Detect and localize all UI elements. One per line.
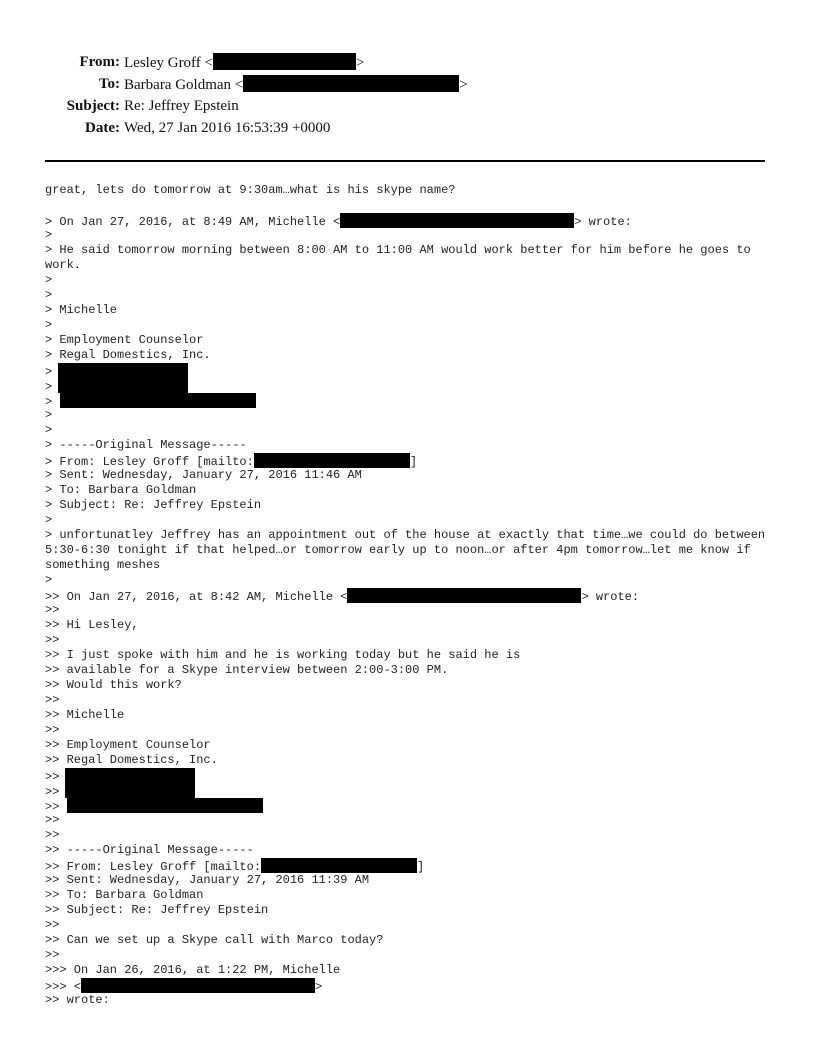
header-date-row	[0, 119, 816, 137]
redaction-box	[261, 858, 417, 873]
header-to-row	[0, 75, 816, 93]
redaction-box	[67, 798, 263, 813]
from-label: From:	[79, 54, 120, 70]
body-line: >	[45, 273, 53, 287]
body-line: >	[45, 513, 53, 527]
redaction-box	[213, 53, 356, 70]
body-line: > Employment Counselor	[45, 333, 204, 347]
header-subject-row	[0, 97, 816, 115]
body-line: >> available for a Skype interview between 2:00-3:00 PM.	[45, 663, 449, 677]
from-close: >	[356, 55, 365, 71]
email-body	[45, 183, 773, 1008]
body-line: >>	[45, 798, 770, 813]
body-line: >	[45, 408, 53, 422]
redaction-box	[347, 588, 581, 603]
body-line: > From: Lesley Groff [mailto: ]	[45, 455, 418, 469]
body-line: >> Hi Lesley,	[45, 618, 139, 632]
body-line: >> Subject: Re: Jeffrey Epstein	[45, 903, 269, 917]
body-line: >	[45, 378, 770, 393]
body-line: >	[45, 363, 770, 378]
blank-line	[45, 198, 770, 213]
body-line: >>	[45, 948, 60, 962]
body-line: > unfortunatley Jeffrey has an appointment out of the house at exactly that time…we could do between 5:30-6:30 tonight if that helped…or tomorrow early up to noon…or after 4pm tomorrow…let me know if something meshes	[45, 528, 773, 572]
body-line: >>	[45, 603, 60, 617]
body-line: >>	[45, 723, 60, 737]
body-line: >> Michelle	[45, 708, 125, 722]
body-line: >> Employment Counselor	[45, 738, 211, 752]
body-line: >> Can we set up a Skype call with Marco today?	[45, 933, 384, 947]
redaction-box	[254, 453, 410, 468]
to-label: To:	[98, 76, 120, 92]
body-line: >>> On Jan 26, 2016, at 1:22 PM, Michelle	[45, 963, 341, 977]
body-line: >	[45, 318, 53, 332]
body-line: >>	[45, 768, 770, 783]
body-line: >>	[45, 828, 60, 842]
body-line: >>	[45, 633, 60, 647]
redaction-box	[243, 75, 459, 92]
body-line: > To: Barbara Goldman	[45, 483, 197, 497]
body-line: > Michelle	[45, 303, 118, 317]
body-line: >	[45, 423, 53, 437]
body-line: >>	[45, 918, 60, 932]
redaction-box	[60, 393, 256, 408]
body-line: > Sent: Wednesday, January 27, 2016 11:46 AM	[45, 468, 362, 482]
redaction-box	[65, 768, 195, 783]
header-divider	[45, 160, 765, 162]
body-line: >> Would this work?	[45, 678, 182, 692]
body-line: >> To: Barbara Goldman	[45, 888, 204, 902]
to-name: Barbara Goldman <	[124, 77, 244, 93]
body-line: > Regal Domestics, Inc.	[45, 348, 211, 362]
to-value	[124, 75, 468, 94]
body-line: > He said tomorrow morning between 8:00 AM to 11:00 AM would work better for him before he goes to work.	[45, 243, 758, 272]
redaction-box	[340, 213, 574, 228]
body-line: >>	[45, 693, 60, 707]
redaction-box	[58, 378, 188, 393]
body-line: > Subject: Re: Jeffrey Epstein	[45, 498, 262, 512]
redaction-box	[65, 783, 195, 798]
body-line: >> I just spoke with him and he is working today but he said he is	[45, 648, 521, 662]
subject-label: Subject:	[66, 98, 120, 114]
date-label: Date:	[85, 120, 120, 136]
body-line: >	[45, 228, 53, 242]
subject-value: Re: Jeffrey Epstein	[124, 98, 239, 114]
body-line: >>> < >	[45, 980, 323, 994]
body-line: great, lets do tomorrow at 9:30am…what is his skype name?	[45, 183, 456, 197]
body-line: >	[45, 573, 53, 587]
body-line: >	[45, 288, 53, 302]
body-line: >>	[45, 783, 770, 798]
to-close: >	[459, 77, 468, 93]
header-from-row	[0, 53, 816, 71]
body-line: >> Sent: Wednesday, January 27, 2016 11:39 AM	[45, 873, 370, 887]
body-line: >	[45, 393, 770, 408]
date-value: Wed, 27 Jan 2016 16:53:39 +0000	[124, 120, 331, 136]
body-line: >> wrote:	[45, 993, 110, 1007]
body-line: >> From: Lesley Groff [mailto: ]	[45, 860, 425, 874]
body-line: >>	[45, 813, 60, 827]
body-line: >> -----Original Message-----	[45, 843, 254, 857]
body-line: > -----Original Message-----	[45, 438, 247, 452]
redaction-box	[58, 363, 188, 378]
body-line: > On Jan 27, 2016, at 8:49 AM, Michelle < > wrote:	[45, 215, 632, 229]
body-line: >> Regal Domestics, Inc.	[45, 753, 218, 767]
from-name: Lesley Groff <	[124, 55, 213, 71]
body-line: >> On Jan 27, 2016, at 8:42 AM, Michelle < > wrote:	[45, 590, 640, 604]
redaction-box	[81, 978, 315, 993]
from-value	[124, 53, 364, 72]
